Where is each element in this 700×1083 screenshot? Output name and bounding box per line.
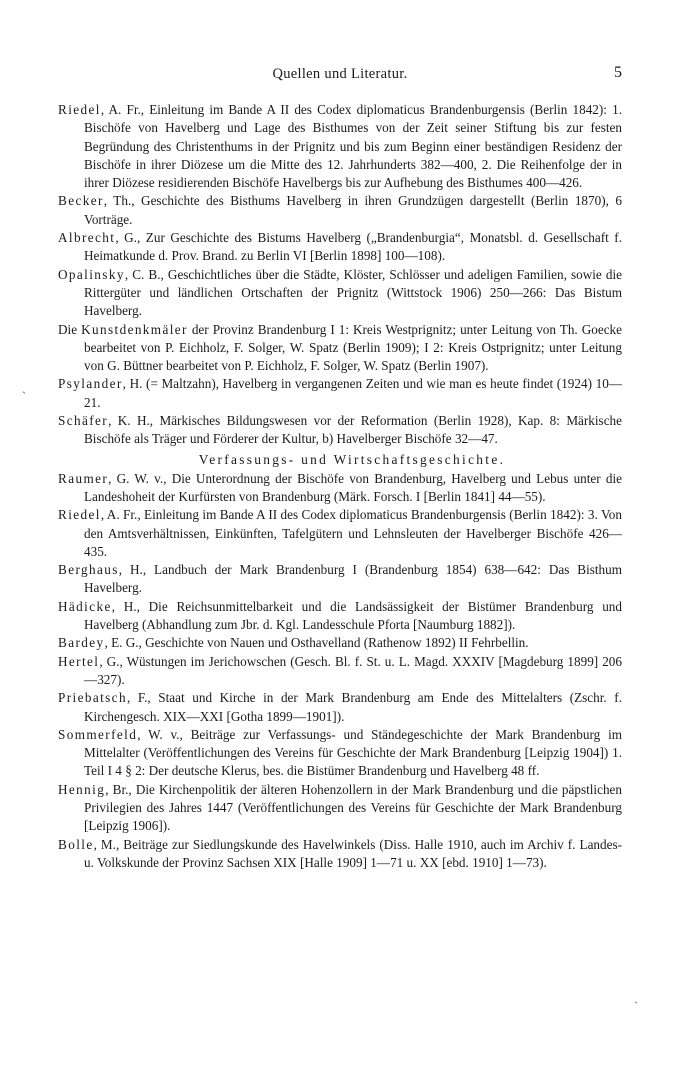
entry-text: , C. B., Geschichtliches über die Städte, Klöster, Schlösser und adeligen Familien, sowie die Rittergüter und ländlichen Ortschaften der Prignitz (Wittstock 1906) 250—266: Das Bistum Havelberg. bbox=[84, 266, 622, 319]
entry-text: , H. (= Maltzahn), Havelberg in vergangenen Zeiten und wie man es heute findet (1924) 10—21. bbox=[84, 376, 622, 410]
entry-text: , Br., Die Kirchenpolitik der älteren Hohenzollern in der Mark Brandenburg und die päpstlichen Privilegien des Jahres 1447 (Veröffentlichungen des Vereins für Geschichte der Mark Brandenburg [Leipzig 1906]). bbox=[84, 781, 622, 834]
entry-text: , A. Fr., Einleitung im Bande A II des Codex diplomaticus Brandenburgensis (Berlin 1842): 1. Bischöfe von Havelberg und Lage des Bisthumes von der Zeit seiner Stiftung bis zur festen Begründung des Christenthums in der Prignitz und bis zum Beginn einer beständigen Residenz der Bischöfe in ihrer Diözese um die Mitte des 12. Jahrhunderts 382—400, 2. Die Reihenfolge der in ihrer Diözese residierenden Bischöfe Havelbergs bis zur Aufhebung des Bisthumes 400—426. bbox=[84, 102, 622, 191]
bibliography-entry bbox=[58, 229, 622, 266]
entry-text: , H., Landbuch der Mark Brandenburg I (Brandenburg 1854) 638—642: Das Bisthum Havelberg. bbox=[84, 562, 622, 596]
entry-author: Becker bbox=[58, 193, 104, 209]
bibliography bbox=[58, 101, 622, 872]
entry-text: , G. W. v., Die Unterordnung der Bischöfe von Brandenburg, Havelberg und Lebus unter die Landeshoheit der Kurfürsten von Brandenburg (Märk. Forsch. I [Berlin 1841] 44—55). bbox=[84, 470, 622, 504]
entry-author: Bardey bbox=[58, 635, 105, 651]
entry-author: Opalinsky bbox=[58, 266, 125, 282]
entry-author: Riedel bbox=[58, 102, 101, 117]
entry-author: Priebatsch bbox=[58, 690, 127, 706]
bibliography-entry bbox=[58, 598, 622, 635]
entry-author: Riedel bbox=[58, 507, 101, 523]
bibliography-entry bbox=[58, 689, 622, 726]
entry-author: Bolle bbox=[58, 836, 94, 852]
page-number: 5 bbox=[614, 64, 622, 81]
entry-text: , A. Fr., Einleitung im Bande A II des Codex diplomaticus Brandenburgensis (Berlin 1842): 3. Von den Amtsverhältnissen, Einkünften, Tafelgütern und Lehnsleuten der Havelberger Bischöfe 426—435. bbox=[84, 507, 622, 559]
entry-author: Berghaus bbox=[58, 562, 119, 578]
bibliography-entry bbox=[58, 506, 622, 561]
running-head bbox=[58, 66, 622, 88]
bibliography-entry bbox=[58, 781, 622, 836]
bibliography-entry bbox=[58, 101, 622, 192]
entry-text: , Th., Geschichte des Bisthums Havelberg in ihren Grundzügen dargestellt (Berlin 1870), 6 Vorträge. bbox=[84, 193, 622, 227]
entry-author: Raumer bbox=[58, 470, 109, 486]
section-heading: Verfassungs- und Wirtschaftsgeschichte. bbox=[198, 451, 506, 467]
bibliography-entry bbox=[58, 836, 622, 873]
bibliography-entry bbox=[58, 266, 622, 321]
entry-text: , F., Staat und Kirche in der Mark Brandenburg am Ende des Mittelalters (Zschr. f. Kirchengesch. XIX—XXI [Gotha 1899—1901]). bbox=[84, 690, 622, 724]
bibliography-entry bbox=[58, 653, 622, 690]
entry-author: Kunstdenkmäler bbox=[81, 321, 188, 337]
entry-text: , G., Wüstungen im Jerichowschen (Gesch. Bl. f. St. u. L. Magd. XXXIV [Magdeburg 1899] 206—327). bbox=[84, 653, 622, 687]
entry-text: , W. v., Beiträge zur Verfassungs- und Ständegeschichte der Mark Brandenburg im Mittelalter (Veröffentlichungen des Vereins für Geschichte der Mark Brandenburg [Leipzig 1904]) 1. Teil I 4 § 2: Der deutsche Klerus, bes. die Bistümer Brandenburg und Havelberg 48 ff. bbox=[84, 726, 622, 779]
bibliography-entry bbox=[58, 634, 622, 652]
bibliography-entry bbox=[58, 321, 622, 376]
bibliography-entry bbox=[58, 470, 622, 507]
bibliography-entry bbox=[58, 561, 622, 598]
entry-author: Hädicke bbox=[58, 598, 112, 614]
margin-mark: ˏ bbox=[634, 990, 638, 1004]
bibliography-entry bbox=[58, 412, 622, 449]
entry-text: , K. H., Märkisches Bildungswesen vor der Reformation (Berlin 1928), Kap. 8: Märkische Bischöfe als Träger und Förderer der Kultur, b) Havelberger Bischöfe 32—47. bbox=[84, 413, 622, 447]
entry-author: Sommerfeld bbox=[58, 726, 138, 742]
entry-author: Hennig bbox=[58, 781, 106, 797]
entry-text: , E. G., Geschichte von Nauen und Osthavelland (Rathenow 1892) II Fehrbellin. bbox=[104, 635, 529, 651]
bibliography-entry bbox=[58, 192, 622, 229]
running-title: Quellen und Literatur. bbox=[272, 66, 408, 82]
entry-text: , H., Die Reichsunmittelbarkeit und die Landsässigkeit der Bistümer Brandenburg und Havelberg (Abhandlung zum Jbr. d. Kgl. Landesschule Pforta [Naumburg 1882]). bbox=[84, 598, 622, 633]
entry-author: Schäfer bbox=[58, 413, 109, 429]
entry-author: Psylander bbox=[58, 376, 123, 392]
entry-author-prefix: Die bbox=[58, 321, 82, 337]
margin-mark: ˏ bbox=[22, 380, 26, 394]
entry-text: , M., Beiträge zur Siedlungskunde des Havelwinkels (Diss. Halle 1910, auch im Archiv f. Landes- u. Volkskunde der Provinz Sachsen XIX [Halle 1909] 1—71 u. XX [ebd. 1910] 1—73). bbox=[84, 836, 622, 870]
entry-text: der Provinz Brandenburg I 1: Kreis Westprignitz; unter Leitung von Th. Goecke bearbeitet von P. Eichholz, F. Solger, W. Spatz (Berlin 1909); I 2: Kreis Ostprignitz; unter Leitung von G. Büttner bearbeitet von P. Eichholz, F. Solger, W. Spatz (Berlin 1907). bbox=[84, 321, 622, 374]
bibliography-entry bbox=[58, 375, 622, 412]
entry-author: Hertel bbox=[58, 653, 100, 669]
entry-text: , G., Zur Geschichte des Bistums Havelberg („Brandenburgia“, Monatsbl. d. Gesellschaft f. Heimatkunde d. Prov. Brand. zu Berlin VI [Berlin 1898] 100—108). bbox=[84, 230, 622, 264]
entry-author: Albrecht bbox=[58, 230, 116, 246]
bibliography-entry bbox=[58, 726, 622, 781]
